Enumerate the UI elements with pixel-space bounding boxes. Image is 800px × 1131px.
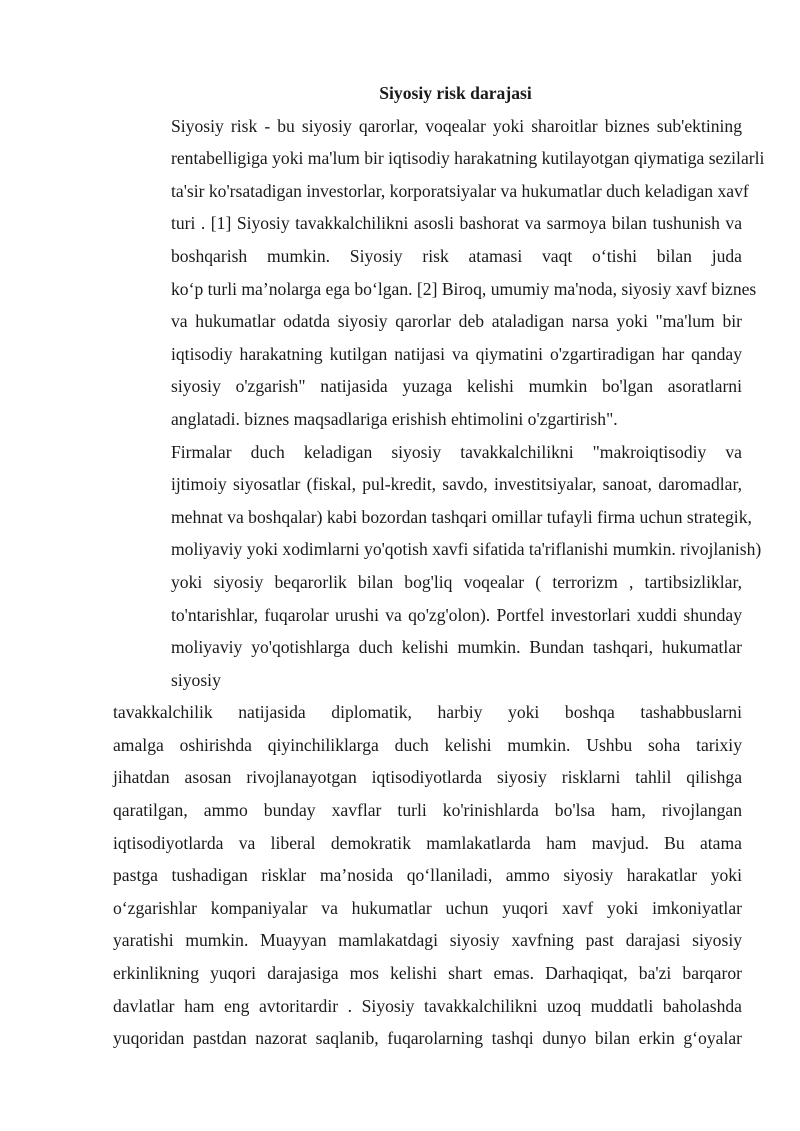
text-line: siyosiy — [171, 669, 221, 690]
text-line: qaratilgan, ammo bunday xavflar turli ko'rinishlarda bo'lsa ham, rivojlangan — [113, 800, 742, 821]
document-title: Siyosiy risk darajasi — [379, 83, 532, 103]
text-line: boshqarish mumkin. Siyosiy risk atamasi vaqt o‘tishi bilan juda — [171, 245, 742, 266]
text-line: ko‘p turli ma’nolarga ega bo‘lgan. [2] Biroq, umumiy ma'noda, siyosiy xavf biznes — [171, 278, 757, 299]
text-line: davlatlar ham eng avtoritardir . Siyosiy tavakkalchilikni uzoq muddatli baholashda — [113, 995, 742, 1016]
text-line: moliyaviy yo'qotishlarga duch kelishi mumkin. Bundan tashqari, hukumatlar — [171, 637, 742, 658]
text-line: yuqoridan pastdan nazorat saqlanib, fuqarolarning tashqi dunyo bilan erkin g‘oyalar — [113, 1028, 742, 1049]
text-line: iqtisodiy harakatning kutilgan natijasi va qiymatini o'zgartiradigan har qanday — [171, 343, 742, 364]
text-line: yaratishi mumkin. Muayyan mamlakatdagi siyosiy xavfning past darajasi siyosiy — [113, 930, 742, 951]
text-line: ta'sir ko'rsatadigan investorlar, korporatsiyalar va hukumatlar duch keladigan xavf — [171, 180, 749, 201]
paragraph-2 — [113, 436, 762, 697]
text-line: to'ntarishlar, fuqarolar urushi va qo'zg'olon). Portfel investorlari xuddi shunday — [171, 604, 742, 625]
text-line: jihatdan asosan rivojlanayotgan iqtisodiyotlarda siyosiy risklarni tahlil qilishga — [113, 767, 742, 788]
text-line: siyosiy o'zgarish" natijasida yuzaga kelishi mumkin bo'lgan asoratlarni — [171, 376, 742, 397]
paragraph-3 — [113, 696, 742, 1055]
text-line: ijtimoiy siyosatlar (fiskal, pul-kredit, savdo, investitsiyalar, sanoat, daromadlar, — [171, 474, 742, 495]
text-line: mehnat va boshqalar) kabi bozordan tashqari omillar tufayli firma uchun strategik, — [171, 506, 752, 527]
text-line: o‘zgarishlar kompaniyalar va hukumatlar uchun yuqori xavf yoki imkoniyatlar — [113, 897, 742, 918]
text-line: va hukumatlar odatda siyosiy qarorlar deb ataladigan narsa yoki "ma'lum bir — [171, 311, 742, 332]
text-line: pastga tushadigan risklar ma’nosida qo‘llaniladi, ammo siyosiy harakatlar yoki — [113, 865, 742, 886]
text-line: moliyaviy yoki xodimlarni yo'qotish xavfi sifatida ta'riflanishi mumkin. rivojlanish) — [171, 539, 762, 560]
text-line: Siyosiy risk - bu siyosiy qarorlar, voqealar yoki sharoitlar biznes sub'ektining — [171, 115, 742, 136]
text-line: iqtisodiyotlarda va liberal demokratik mamlakatlarda ham mavjud. Bu atama — [113, 832, 742, 853]
text-line: Firmalar duch keladigan siyosiy tavakkalchilikni "makroiqtisodiy va — [171, 441, 742, 462]
text-line: rentabelligiga yoki ma'lum bir iqtisodiy harakatning kutilayotgan qiymatiga sezilarli — [171, 148, 765, 169]
document-body — [113, 77, 765, 1055]
text-line: yoki siyosiy beqarorlik bilan bog'liq voqealar ( terrorizm , tartibsizliklar, — [171, 571, 742, 592]
paragraph-1 — [113, 110, 765, 436]
text-line: turi . [1] Siyosiy tavakkalchilikni asosli bashorat va sarmoya bilan tushunish va — [171, 213, 742, 234]
text-line: erkinlikning yuqori darajasiga mos kelishi shart emas. Darhaqiqat, ba'zi barqaror — [113, 963, 742, 984]
text-line: anglatadi. biznes maqsadlariga erishish ehtimolini o'zgartirish". — [171, 408, 618, 429]
text-line: amalga oshirishda qiyinchiliklarga duch kelishi mumkin. Ushbu soha tarixiy — [113, 734, 742, 755]
text-line: tavakkalchilik natijasida diplomatik, harbiy yoki boshqa tashabbuslarni — [113, 702, 742, 723]
